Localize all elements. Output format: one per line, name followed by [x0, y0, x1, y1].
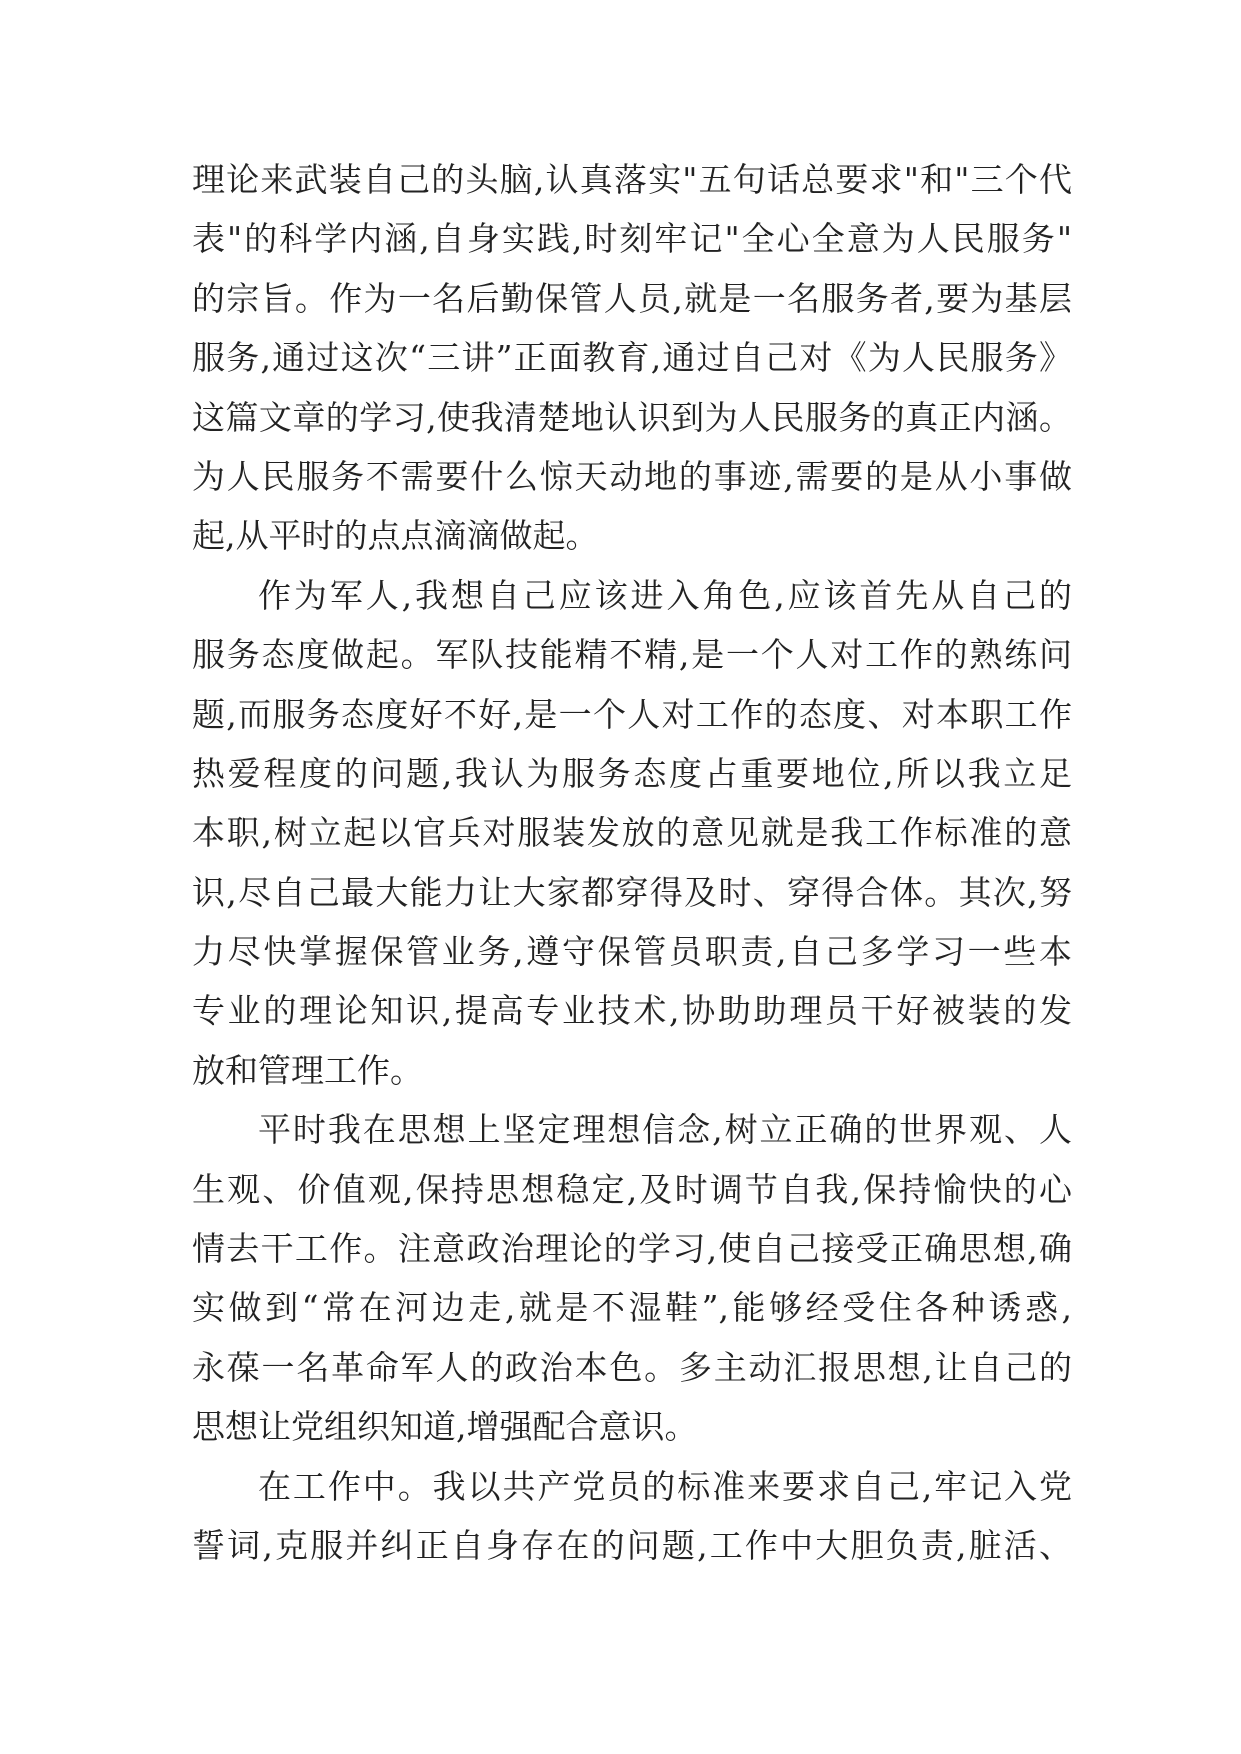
paragraph-first-line: 作为军人,我想自己应该进入角色,应该首先从自己的	[258, 575, 1072, 615]
paragraph-first-line: 在工作中。我以共产党员的标准来要求自己,牢记入党	[258, 1466, 1072, 1506]
text-line: 专业的理论知识,提高专业技术,协助助理员干好被装的发	[192, 991, 1072, 1031]
text-line: 这篇文章的学习,使我清楚地认识到为人民服务的真正内涵。	[192, 397, 1072, 437]
text-line: 情去干工作。注意政治理论的学习,使自己接受正确思想,确	[192, 1229, 1072, 1269]
text-line: 为人民服务不需要什么惊天动地的事迹,需要的是从小事做	[192, 456, 1072, 496]
text-line: 的宗旨。作为一名后勤保管人员,就是一名服务者,要为基层	[192, 278, 1072, 318]
text-line: 誓词,克服并纠正自身存在的问题,工作中大胆负责,脏活、	[192, 1525, 1072, 1565]
text-line: 服务态度做起。军队技能精不精,是一个人对工作的熟练问	[192, 635, 1072, 675]
document-body	[192, 150, 1072, 1575]
text-line: 生观、价值观,保持思想稳定,及时调节自我,保持愉快的心	[192, 1169, 1072, 1209]
text-line: 题,而服务态度好不好,是一个人对工作的态度、对本职工作	[192, 694, 1072, 734]
text-line: 永葆一名革命军人的政治本色。多主动汇报思想,让自己的	[192, 1347, 1072, 1387]
text-line: 服务,通过这次“三讲”正面教育,通过自己对《为人民服务》	[192, 338, 1072, 378]
text-line: 起,从平时的点点滴滴做起。	[192, 516, 599, 556]
text-line: 理论来武装自己的头脑,认真落实"五句话总要求"和"三个代	[192, 160, 1072, 199]
text-line: 实做到“常在河边走,就是不湿鞋”,能够经受住各种诱惑,	[192, 1288, 1072, 1328]
text-line: 本职,树立起以官兵对服装发放的意见就是我工作标准的意	[192, 813, 1072, 853]
text-line: 热爱程度的问题,我认为服务态度占重要地位,所以我立足	[192, 753, 1072, 793]
text-line: 力尽快掌握保管业务,遵守保管员职责,自己多学习一些本	[192, 932, 1072, 972]
text-line: 放和管理工作。	[192, 1050, 423, 1090]
text-line: 思想让党组织知道,增强配合意识。	[192, 1407, 698, 1447]
paragraph-first-line: 平时我在思想上坚定理想信念,树立正确的世界观、人	[258, 1110, 1072, 1150]
text-line: 识,尽自己最大能力让大家都穿得及时、穿得合体。其次,努	[192, 872, 1072, 912]
text-line: 表"的科学内涵,自身实践,时刻牢记"全心全意为人民服务"	[192, 219, 1072, 259]
